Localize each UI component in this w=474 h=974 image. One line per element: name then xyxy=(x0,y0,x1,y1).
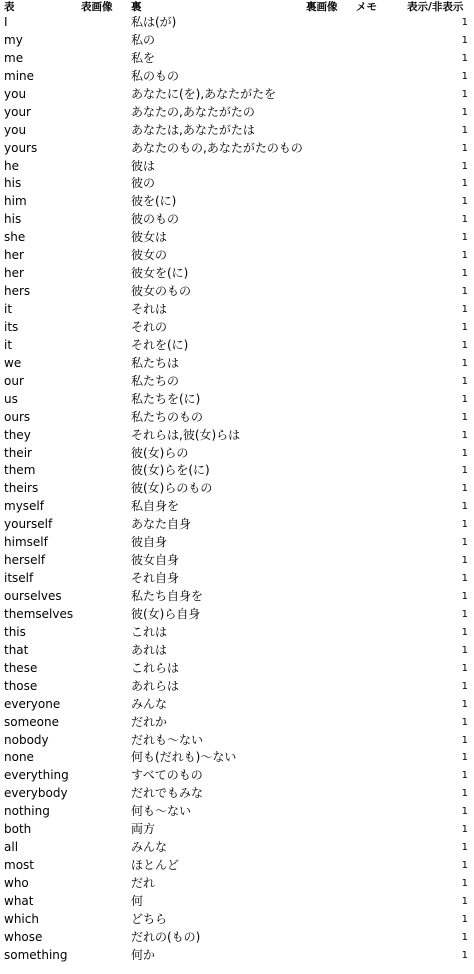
table-row[interactable] xyxy=(0,624,474,642)
table-row[interactable] xyxy=(0,785,474,803)
cell-back: みんな xyxy=(131,696,168,711)
cell-front: yours xyxy=(4,140,38,155)
cell-show-flag: 1 xyxy=(461,34,468,46)
cell-front: him xyxy=(4,194,27,209)
cell-show-flag: 1 xyxy=(461,339,468,351)
cell-back: あれは xyxy=(131,642,168,657)
cell-front: most xyxy=(4,858,34,873)
table-row[interactable] xyxy=(0,175,474,193)
table-row[interactable] xyxy=(0,606,474,624)
cell-front: this xyxy=(4,624,26,639)
table-row[interactable] xyxy=(0,86,474,104)
cell-back: 彼自身 xyxy=(131,535,168,550)
cell-back: 何も(だれも)〜ない xyxy=(131,750,237,765)
table-row[interactable] xyxy=(0,875,474,893)
table-row[interactable] xyxy=(0,534,474,552)
cell-back: それの xyxy=(131,319,168,334)
cell-front: his xyxy=(4,176,22,191)
cell-back: 私のもの xyxy=(131,68,180,83)
cell-show-flag: 1 xyxy=(461,608,468,620)
cell-show-flag: 1 xyxy=(461,537,468,549)
cell-show-flag: 1 xyxy=(461,626,468,638)
table-row[interactable] xyxy=(0,355,474,373)
cell-show-flag: 1 xyxy=(461,931,468,943)
cell-front: it xyxy=(4,337,13,352)
cell-show-flag: 1 xyxy=(461,304,468,315)
cell-back: 彼(女)らのもの xyxy=(131,481,213,496)
cell-show-flag: 1 xyxy=(461,878,468,889)
table-row[interactable] xyxy=(0,767,474,785)
cell-front: himself xyxy=(4,535,48,550)
table-row[interactable] xyxy=(0,409,474,427)
cell-show-flag: 1 xyxy=(461,106,468,118)
table-row[interactable] xyxy=(0,911,474,929)
cell-back: それを(に) xyxy=(131,337,189,352)
cell-front: ourselves xyxy=(4,589,62,603)
table-row[interactable] xyxy=(0,947,474,965)
table-row[interactable] xyxy=(0,50,474,68)
cell-back: 彼は xyxy=(131,158,156,173)
cell-front: all xyxy=(4,840,19,855)
cell-front: your xyxy=(4,104,31,119)
cell-show-flag: 1 xyxy=(461,734,468,746)
cell-show-flag: 1 xyxy=(461,860,468,872)
cell-back: 何か xyxy=(131,947,156,962)
header-back-image[interactable]: 裏画像 xyxy=(306,1,338,13)
table-row[interactable] xyxy=(0,588,474,606)
cell-front: her xyxy=(4,266,24,281)
cell-front: both xyxy=(4,822,32,837)
table-row[interactable] xyxy=(0,570,474,588)
cell-front: what xyxy=(4,893,34,908)
cell-show-flag: 1 xyxy=(461,286,468,298)
table-row[interactable] xyxy=(0,122,474,140)
cell-show-flag: 1 xyxy=(461,124,468,136)
table-row[interactable] xyxy=(0,445,474,463)
cell-back: 彼女の xyxy=(131,248,168,263)
cell-front: they xyxy=(4,427,31,442)
cell-front: his xyxy=(4,212,22,227)
cell-front: our xyxy=(4,373,24,388)
cell-front: everyone xyxy=(4,696,61,711)
cell-front: them xyxy=(4,463,36,478)
cell-back: だれでもみな xyxy=(131,786,204,801)
table-row[interactable] xyxy=(0,301,474,319)
cell-show-flag: 1 xyxy=(461,393,468,405)
cell-show-flag: 1 xyxy=(461,698,468,710)
cell-front: none xyxy=(4,750,34,765)
cell-show-flag: 1 xyxy=(461,429,468,441)
header-front-image[interactable]: 表画像 xyxy=(81,1,113,13)
cell-show-flag: 1 xyxy=(461,321,468,333)
cell-front: us xyxy=(4,391,18,406)
table-row[interactable] xyxy=(0,104,474,122)
cell-back: 私たちを(に) xyxy=(131,391,201,406)
cell-back: 私たち自身を xyxy=(131,589,204,603)
cell-show-flag: 1 xyxy=(461,483,468,495)
cell-front: its xyxy=(4,319,19,334)
header-front[interactable]: 表 xyxy=(4,1,15,13)
cell-back: 彼女を(に) xyxy=(131,266,189,281)
table-row[interactable] xyxy=(0,929,474,947)
table-row[interactable] xyxy=(0,140,474,158)
cell-back: すべてのもの xyxy=(131,768,203,783)
cell-front: she xyxy=(4,230,26,245)
table-row[interactable] xyxy=(0,696,474,714)
cell-front: that xyxy=(4,642,29,657)
cell-show-flag: 1 xyxy=(461,178,468,190)
cell-front: it xyxy=(4,302,13,316)
column-header-row xyxy=(0,0,474,14)
cell-back: 私たちの xyxy=(131,373,180,388)
table-row[interactable] xyxy=(0,14,474,32)
cell-front: I xyxy=(4,15,8,29)
cell-back: これは xyxy=(131,624,168,639)
cell-front: we xyxy=(4,355,22,370)
cell-back: あなたは,あなたがたは xyxy=(131,122,255,137)
table-row[interactable] xyxy=(0,660,474,678)
table-row[interactable] xyxy=(0,893,474,911)
table-row[interactable] xyxy=(0,839,474,857)
table-row[interactable] xyxy=(0,337,474,355)
cell-back: あなたに(を),あなたがたを xyxy=(131,86,277,101)
table-row[interactable] xyxy=(0,516,474,534)
cell-front: her xyxy=(4,248,24,263)
cell-front: their xyxy=(4,445,32,460)
cell-back: 彼女自身 xyxy=(131,553,180,568)
cell-back: あなたのもの,あなたがたのもの xyxy=(131,140,303,155)
table-row[interactable] xyxy=(0,319,474,337)
cell-show-flag: 1 xyxy=(461,465,468,477)
cell-show-flag: 1 xyxy=(461,591,468,602)
cell-show-flag: 1 xyxy=(461,680,468,692)
table-row[interactable] xyxy=(0,462,474,480)
cell-front: everybody xyxy=(4,786,68,801)
table-row[interactable] xyxy=(0,427,474,445)
cell-back: だれか xyxy=(131,714,168,729)
cell-show-flag: 1 xyxy=(461,555,468,567)
cell-show-flag: 1 xyxy=(461,895,468,907)
cell-front: he xyxy=(4,158,19,173)
cell-show-flag: 1 xyxy=(461,913,468,925)
table-row[interactable] xyxy=(0,211,474,229)
cell-show-flag: 1 xyxy=(461,357,468,369)
cell-back: 私たちは xyxy=(131,355,180,370)
cell-back: だれの(もの) xyxy=(131,929,201,944)
cell-show-flag: 1 xyxy=(461,447,468,459)
cell-back: みんな xyxy=(131,840,168,855)
cell-show-flag: 1 xyxy=(461,232,468,244)
cell-back: 私は(が) xyxy=(131,15,177,29)
cell-show-flag: 1 xyxy=(461,375,468,387)
cell-back: 私を xyxy=(131,50,156,65)
cell-front: me xyxy=(4,50,24,65)
cell-front: whose xyxy=(4,929,43,944)
cell-front: ours xyxy=(4,409,31,424)
table-row[interactable] xyxy=(0,552,474,570)
table-row[interactable] xyxy=(0,158,474,176)
cell-back: それらは,彼(女)らは xyxy=(131,427,241,442)
table-row[interactable] xyxy=(0,247,474,265)
table-row[interactable] xyxy=(0,749,474,767)
cell-back: 彼(女)らを(に) xyxy=(131,463,210,478)
cell-show-flag: 1 xyxy=(461,788,468,800)
cell-front: you xyxy=(4,122,27,137)
cell-back: だれ xyxy=(131,876,156,890)
cell-front: someone xyxy=(4,714,59,729)
cell-show-flag: 1 xyxy=(461,88,468,100)
header-memo[interactable]: メモ xyxy=(356,1,377,13)
cell-back: 何も〜ない xyxy=(131,804,192,819)
table-row[interactable] xyxy=(0,391,474,409)
table-row[interactable] xyxy=(0,714,474,732)
cell-back: 両方 xyxy=(131,822,156,837)
cell-back: 彼女は xyxy=(131,230,168,245)
cell-front: those xyxy=(4,678,38,693)
cell-show-flag: 1 xyxy=(461,52,468,64)
cell-back: 彼女のもの xyxy=(131,284,192,299)
cell-back: どちら xyxy=(131,911,168,926)
cell-back: 何 xyxy=(131,893,144,908)
table-row[interactable] xyxy=(0,803,474,821)
cell-show-flag: 1 xyxy=(461,519,468,531)
table-row[interactable] xyxy=(0,373,474,391)
cell-front: something xyxy=(4,947,68,962)
cell-back: それは xyxy=(131,302,168,316)
table-row[interactable] xyxy=(0,68,474,86)
cell-show-flag: 1 xyxy=(461,806,468,818)
cell-back: だれも〜ない xyxy=(131,732,204,747)
cell-front: these xyxy=(4,660,38,675)
cell-show-flag: 1 xyxy=(461,752,468,764)
cell-show-flag: 1 xyxy=(461,644,468,656)
cell-front: everything xyxy=(4,768,69,783)
cell-show-flag: 1 xyxy=(461,770,468,782)
cell-show-flag: 1 xyxy=(461,716,468,728)
cell-show-flag: 1 xyxy=(461,411,468,423)
cell-show-flag: 1 xyxy=(461,17,468,28)
table-row[interactable] xyxy=(0,265,474,283)
table-row[interactable] xyxy=(0,821,474,839)
cell-front: mine xyxy=(4,68,35,83)
cell-show-flag: 1 xyxy=(461,214,468,226)
cell-back: 彼の xyxy=(131,176,156,191)
cell-back: 私自身を xyxy=(131,499,180,514)
cell-back: あなたの,あなたがたの xyxy=(131,104,255,119)
cell-back: 彼(女)ら自身 xyxy=(131,606,201,621)
cell-front: myself xyxy=(4,499,44,514)
cell-show-flag: 1 xyxy=(461,142,468,154)
cell-back: 私の xyxy=(131,32,156,47)
cell-front: yourself xyxy=(4,517,53,532)
cell-show-flag: 1 xyxy=(461,573,468,585)
cell-front: itself xyxy=(4,571,34,586)
cell-front: herself xyxy=(4,553,46,568)
cell-front: who xyxy=(4,876,29,890)
cell-show-flag: 1 xyxy=(461,842,468,854)
table-row[interactable] xyxy=(0,732,474,750)
cell-show-flag: 1 xyxy=(461,662,468,674)
cell-show-flag: 1 xyxy=(461,824,468,836)
table-row[interactable] xyxy=(0,678,474,696)
header-back[interactable]: 裏 xyxy=(131,1,142,13)
cell-show-flag: 1 xyxy=(461,501,468,513)
table-row[interactable] xyxy=(0,283,474,301)
table-row[interactable] xyxy=(0,642,474,660)
table-row[interactable] xyxy=(0,480,474,498)
cell-back: あれらは xyxy=(131,678,180,693)
cell-front: theirs xyxy=(4,481,39,496)
cell-show-flag: 1 xyxy=(461,250,468,262)
cell-back: あなた自身 xyxy=(131,517,192,532)
cell-back: 彼のもの xyxy=(131,212,180,227)
cell-show-flag: 1 xyxy=(461,70,468,82)
cell-show-flag: 1 xyxy=(461,949,468,961)
card-list xyxy=(0,14,474,965)
cell-front: themselves xyxy=(4,606,74,621)
table-row[interactable] xyxy=(0,32,474,50)
cell-show-flag: 1 xyxy=(461,196,468,208)
cell-front: you xyxy=(4,86,27,101)
table-row[interactable] xyxy=(0,193,474,211)
cell-front: nobody xyxy=(4,732,49,747)
header-show-hide[interactable]: 表示/非表示 xyxy=(407,1,464,13)
table-row[interactable] xyxy=(0,229,474,247)
cell-front: my xyxy=(4,32,23,47)
table-row[interactable] xyxy=(0,857,474,875)
cell-front: which xyxy=(4,911,39,926)
cell-back: 私たちのもの xyxy=(131,409,204,424)
cell-back: それ自身 xyxy=(131,571,180,586)
cell-back: 彼(女)らの xyxy=(131,445,189,460)
cell-back: ほとんど xyxy=(131,858,180,873)
cell-show-flag: 1 xyxy=(461,268,468,280)
cell-back: これらは xyxy=(131,660,180,675)
cell-back: 彼を(に) xyxy=(131,194,177,209)
cell-front: hers xyxy=(4,284,31,299)
table-row[interactable] xyxy=(0,498,474,516)
cell-front: nothing xyxy=(4,804,50,819)
cell-show-flag: 1 xyxy=(461,160,468,172)
